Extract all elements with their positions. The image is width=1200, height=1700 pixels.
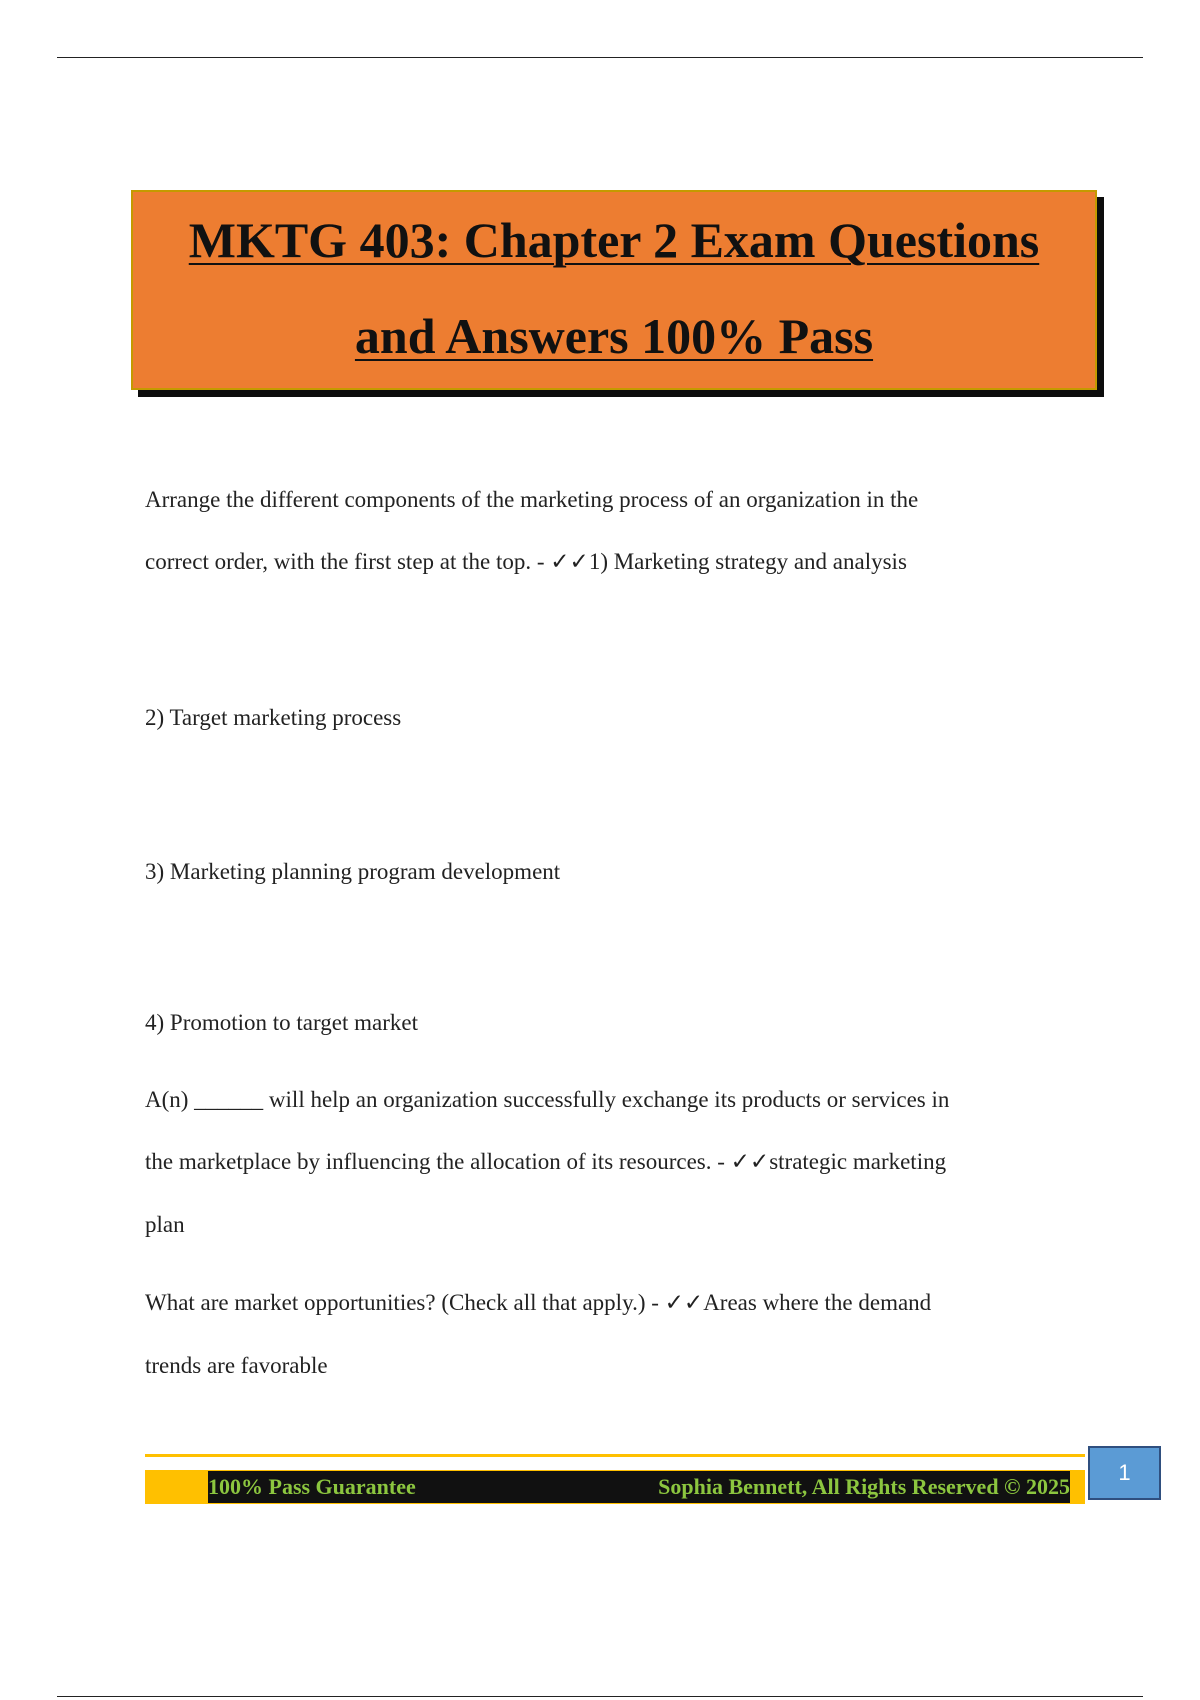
answer-item-3: 3) Marketing planning program development <box>145 859 561 884</box>
question-2-line-3: plan <box>145 1212 185 1237</box>
question-2-line-2: the marketplace by influencing the allocation of its resources. - ✓✓strategic marketing <box>145 1149 947 1174</box>
footer-guarantee: 100% Pass Guarantee <box>208 1474 416 1499</box>
page-number: 1 <box>1088 1446 1161 1500</box>
title-line-2: and Answers 100% Pass <box>354 308 874 364</box>
answer-item-2: 2) Target marketing process <box>145 705 402 730</box>
question-3-line-2: trends are favorable <box>145 1353 328 1378</box>
question-3-line-1: What are market opportunities? (Check all that apply.) - ✓✓Areas where the demand <box>145 1290 932 1315</box>
footer-divider <box>145 1454 1085 1457</box>
question-1-line-1: Arrange the different components of the marketing process of an organization in the <box>145 487 919 512</box>
question-1-line-2: correct order, with the first step at the top. - ✓✓1) Marketing strategy and analysis <box>145 549 907 574</box>
answer-item-4: 4) Promotion to target market <box>145 1010 418 1035</box>
title-banner <box>131 190 1097 390</box>
bottom-rule <box>57 1696 1143 1697</box>
title-line-1: MKTG 403: Chapter 2 Exam Questions <box>188 212 1040 268</box>
footer <box>208 1471 1070 1503</box>
top-rule <box>57 57 1143 58</box>
question-2-line-1: A(n) ______ will help an organization successfully exchange its products or services in <box>145 1087 950 1112</box>
footer-copyright: Sophia Bennett, All Rights Reserved © 2025 <box>658 1474 1070 1499</box>
